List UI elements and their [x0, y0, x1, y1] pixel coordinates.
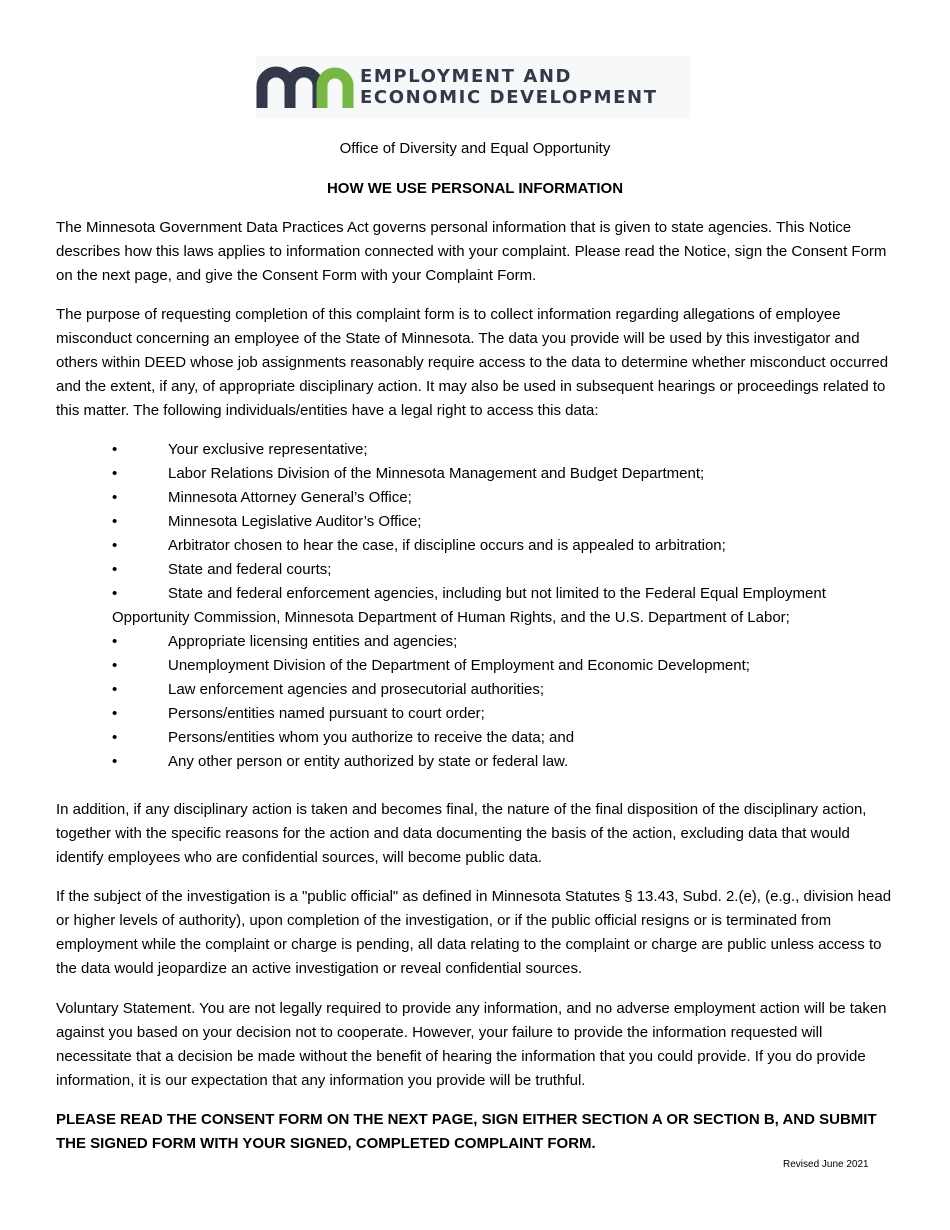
disciplinary-action-paragraph: In addition, if any disciplinary action is taken and becomes final, the nature of the final disposition of the disciplinary action, together with the specific reasons for the action and data documenting the basis of the action, excluding data that would identify employees who are confidential sources, will become public data. — [56, 801, 867, 866]
purpose-paragraph: The purpose of requesting completion of this complaint form is to collect information regarding allegations of employee misconduct concerning an employee of the State of Minnesota. The data you provide will be used by this investigator and others within DEED whose job assignments reasonably require access to the data to determine whether misconduct occurred and the extent, if any, of appropriate disciplinary action. It may also be used in subsequent hearings or proceedings related to this matter. The following individuals/entities have a legal right to access this data: — [56, 306, 889, 419]
list-item: • Appropriate licensing entities and agencies; — [112, 630, 902, 654]
list-item: • Persons/entities named pursuant to court order; — [112, 702, 902, 726]
intro-paragraph: The Minnesota Government Data Practices Act governs personal information that is given to state agencies. This Notice describes how this laws applies to information connected with your complaint. Please read the Notice, sign the Consent Form on the next page, and give the Consent Form with your Complaint Form. — [56, 219, 887, 284]
bullet-icon: • — [112, 441, 118, 458]
bullet-icon: • — [112, 489, 118, 506]
bullet-icon: • — [112, 561, 118, 578]
bullet-icon: • — [112, 633, 118, 650]
bullet-icon: • — [112, 657, 118, 674]
deed-logo — [256, 56, 690, 118]
bullet-icon: • — [112, 729, 118, 746]
bullet-icon: • — [112, 753, 118, 770]
revision-date: Revised June 2021 — [783, 1159, 869, 1170]
list-item: • State and federal courts; — [112, 558, 902, 582]
list-item: • Law enforcement agencies and prosecutorial authorities; — [112, 678, 902, 702]
list-item: • Unemployment Division of the Department of Employment and Economic Development; — [112, 654, 902, 678]
list-item: • Arbitrator chosen to hear the case, if discipline occurs and is appealed to arbitration; — [112, 534, 902, 558]
consent-instruction: PLEASE READ THE CONSENT FORM ON THE NEXT PAGE, SIGN EITHER SECTION A OR SECTION B, AND SUBMIT THE SIGNED FORM WITH YOUR SIGNED, COMPLETED COMPLAINT FORM. — [56, 1111, 877, 1152]
logo-line-2: ECONOMIC DEVELOPMENT — [360, 87, 658, 108]
bullet-icon: • — [112, 705, 118, 722]
list-item: • Labor Relations Division of the Minnesota Management and Budget Department; — [112, 462, 902, 486]
voluntary-statement-paragraph: Voluntary Statement. You are not legally required to provide any information, and no adverse employment action will be taken against you based on your decision not to cooperate. However, your failure to provide the information requested will necessitate that a decision be made without the benefit of hearing the information that you could provide. If you do provide information, it is our expectation that any information you provide will be truthful. — [56, 1000, 887, 1089]
office-name: Office of Diversity and Equal Opportunity — [339, 140, 611, 157]
list-item: • State and federal enforcement agencies, including but not limited to the Federal Equal Employment Opportunity Commission, Minnesota Department of Human Rights, and the U.S. Department of Labor; — [112, 582, 902, 630]
list-item: • Minnesota Attorney General’s Office; — [112, 486, 902, 510]
bullet-icon: • — [112, 513, 118, 530]
list-item: • Persons/entities whom you authorize to receive the data; and — [112, 726, 902, 750]
logo-wordmark — [360, 66, 658, 108]
mn-logo-mark-icon — [256, 56, 356, 118]
public-official-paragraph: If the subject of the investigation is a "public official" as defined in Minnesota Statutes § 13.43, Subd. 2.(e), (e.g., division head or higher levels of authority), upon completion of the investigation, or if the public official resigns or is terminated from employment while the complaint or charge is pending, all data relating to the complaint or charge are public unless access to the data would jeopardize an active investigation or reveal confidential sources. — [56, 888, 892, 977]
logo-line-1: EMPLOYMENT AND — [360, 66, 573, 87]
bullet-icon: • — [112, 465, 118, 482]
authorized-entities-list — [112, 438, 902, 774]
page-title: HOW WE USE PERSONAL INFORMATION — [326, 180, 624, 197]
list-item: • Your exclusive representative; — [112, 438, 902, 462]
bullet-icon: • — [112, 585, 118, 602]
bullet-icon: • — [112, 681, 118, 698]
bullet-icon: • — [112, 537, 118, 554]
list-item: • Any other person or entity authorized by state or federal law. — [112, 750, 902, 774]
list-item: • Minnesota Legislative Auditor’s Office; — [112, 510, 902, 534]
